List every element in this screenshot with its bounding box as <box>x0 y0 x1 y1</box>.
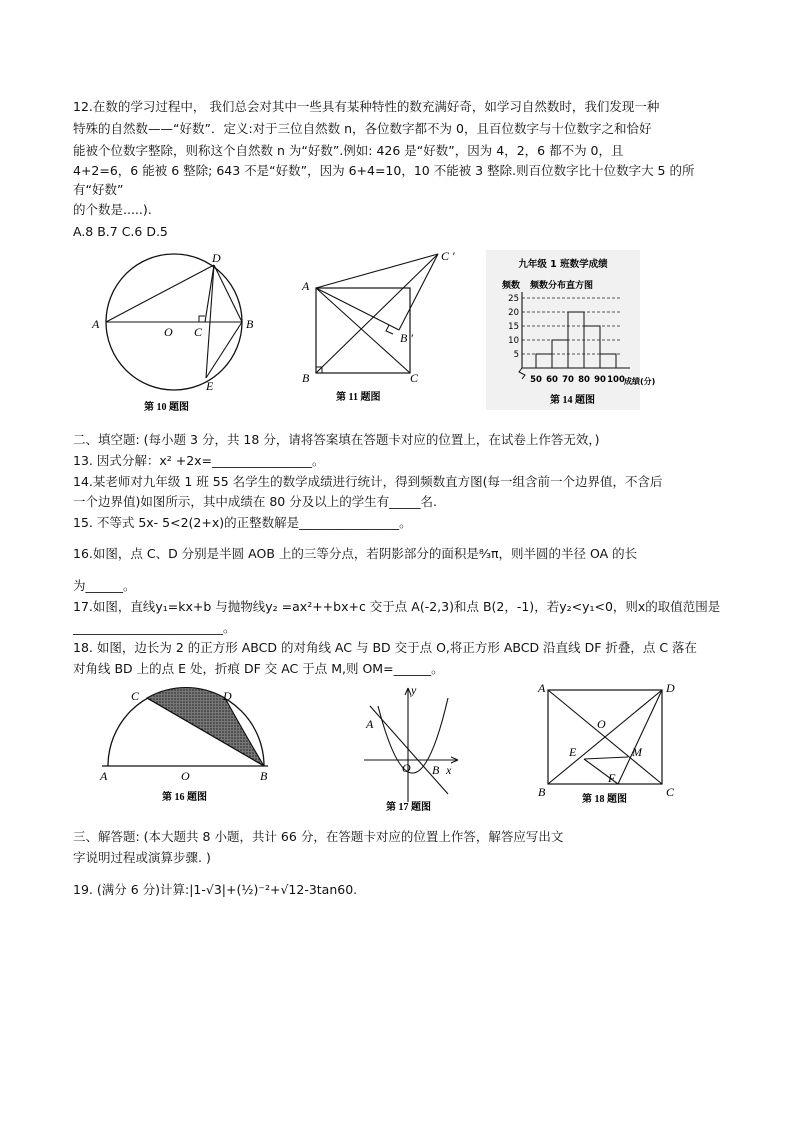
fig16-label-O: O <box>181 769 190 783</box>
fig18-label-B: B <box>538 785 546 799</box>
fig14-caption: 第 14 题图 <box>550 395 595 406</box>
fig16-label-C: C <box>131 689 140 703</box>
hist-xtick-label: 70 <box>562 375 574 385</box>
hist-ytick-label: 15 <box>508 322 519 332</box>
q12-line3: 能被个位数字整除，则称这个自然数 n 为“好数”.例如: 426 是“好数”，因为 4，2，6 都不为 0，且 <box>73 143 624 158</box>
fig17-label-A: A <box>366 717 374 731</box>
q12-line1: 12.在数的学习过程中， 我们总会对其中一些具有某种特性的数充满好奇，如学习自然数时，我们发现一种 <box>73 99 660 114</box>
sec3-heading-line1: 三、解答题: (本大题共 8 小题，共计 66 分，在答题卡对应的位置上作答，解答应写出文 <box>73 829 564 844</box>
hist-ytick-label: 10 <box>508 336 519 346</box>
figure-14 <box>486 250 656 410</box>
hist-xtick-label: 50 <box>530 375 542 385</box>
hist-xtick-label: 80 <box>578 375 590 385</box>
hist-subtitle: 频数分布直方图 <box>530 281 594 291</box>
q12-line4: 4+2=6，6 能被 6 整除; 643 不是“好数”，因为 6+4=10，10 不能被 3 整除.则百位数字比十位数字大 5 的所 <box>73 163 695 178</box>
hist-ytick-label: 5 <box>513 350 519 360</box>
fig10-label-B: B <box>246 317 254 331</box>
fig18-label-E: E <box>569 745 577 759</box>
fig16-label-B: B <box>260 769 268 783</box>
sec2-heading: 二、填空题: (每小题 3 分，共 18 分，请将答案填在答题卡对应的位置上，在试卷上作答无效，) <box>73 432 600 447</box>
fig16-label-D: D <box>223 689 232 703</box>
fig17-label-x: x <box>446 763 452 777</box>
fig10-label-A: A <box>92 317 100 331</box>
hist-ylabel: 频数 <box>502 281 521 291</box>
fig10-label-E: E <box>206 379 214 393</box>
q16-line1: 16.如图，点 C、D 分别是半圆 AOB 上的三等分点，若阴影部分的面积是⁸⁄₃π，则半圆的半径 OA 的长 <box>73 546 638 561</box>
figure-17 <box>358 684 468 814</box>
hist-xtick-label: 100 <box>607 375 625 385</box>
fig17-label-B: B <box>432 763 440 777</box>
q17-line2: ________________________。 <box>73 620 236 635</box>
q16-line2: 为______。 <box>73 578 136 593</box>
fig10-caption: 第 10 题图 <box>144 402 189 413</box>
q14-line1: 14.某老师对九年级 1 班 55 名学生的数学成绩进行统计，得到频数直方图(每一组含前一个边界值，不含后 <box>73 474 663 489</box>
fig10-label-D: D <box>212 251 221 265</box>
fig11-label-B: B <box>302 371 310 385</box>
hist-xlabel: 成绩(分) <box>624 377 656 386</box>
hist-ytick-label: 20 <box>508 308 519 318</box>
fig16-label-A: A <box>100 769 108 783</box>
hist-ytick-label: 25 <box>508 294 519 304</box>
fig17-label-y: y <box>411 683 417 697</box>
fig11-label-Cp: C ′ <box>441 249 455 263</box>
fig18-label-O: O <box>597 717 606 731</box>
q13: 13. 因式分解：x² +2x=________________。 <box>73 453 325 468</box>
q12-line5: 有“好数” <box>73 182 124 197</box>
q12-options: A.8 B.7 C.6 D.5 <box>73 224 168 239</box>
fig17-caption: 第 17 题图 <box>386 802 431 813</box>
fig11-label-Bp: B ′ <box>400 331 413 345</box>
fig10-label-C: C <box>194 325 203 339</box>
q12-line2: 特殊的自然数——“好数”．定义:对于三位自然数 n，各位数字都不为 0，且百位数字与十位数字之和恰好 <box>73 121 652 136</box>
fig11-label-C: C <box>410 371 419 385</box>
figure-18 <box>532 680 682 806</box>
fig10-label-O: O <box>164 325 173 339</box>
q15: 15. 不等式 5x- 5<2(2+x)的正整数解是________________。 <box>73 515 412 530</box>
fig18-label-C: C <box>666 785 675 799</box>
q17-line1: 17.如图，直线y₁=kx+b 与抛物线y₂ =ax²++bx+c 交于点 A(-2,3)和点 B(2，-1)，若y₂<y₁<0，则x的取值范围是 <box>73 599 721 614</box>
sec3-heading-line2: 字说明过程或演算步骤. ) <box>73 850 211 865</box>
fig11-caption: 第 11 题图 <box>336 392 381 403</box>
figure-11 <box>298 248 468 413</box>
q12-line6: 的个数是.....). <box>73 202 152 217</box>
q19: 19. (满分 6 分)计算:|1-√3|+(½)⁻²+√12-3tan60. <box>73 882 358 897</box>
fig18-caption: 第 18 题图 <box>582 794 627 805</box>
hist-xtick-label: 90 <box>594 375 606 385</box>
figure-10 <box>88 250 268 415</box>
fig16-caption: 第 16 题图 <box>162 792 207 803</box>
hist-title: 九年级 1 班数学成绩 <box>518 259 608 270</box>
fig18-label-F: F <box>608 771 616 785</box>
q18-line1: 18. 如图，边长为 2 的正方形 ABCD 的对角线 AC 与 BD 交于点 O,将正方形 ABCD 沿直线 DF 折叠，点 C 落在 <box>73 640 698 655</box>
fig18-label-M: M <box>632 745 642 759</box>
hist-xtick-label: 60 <box>546 375 558 385</box>
fig11-label-A: A <box>302 279 310 293</box>
fig18-label-D: D <box>666 681 675 695</box>
figure-16 <box>96 686 276 806</box>
fig17-label-O: O <box>402 761 411 775</box>
q18-line2: 对角线 BD 上的点 E 处，折痕 DF 交 AC 于点 M,则 OM=______。 <box>73 661 444 676</box>
fig18-label-A: A <box>538 681 546 695</box>
q14-line2: 一个边界值)如图所示，其中成绩在 80 分及以上的学生有_____名. <box>73 494 437 509</box>
